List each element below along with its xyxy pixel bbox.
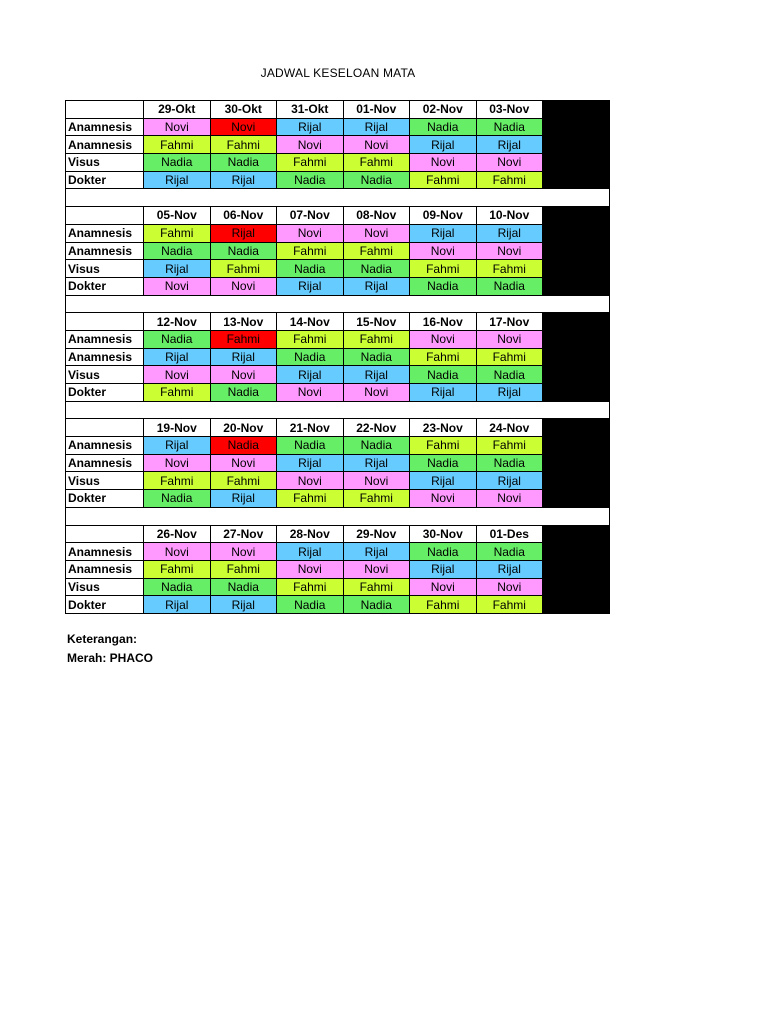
assignment-cell: Fahmi (410, 260, 477, 278)
assignment-cell: Rijal (343, 277, 410, 295)
notes-heading: Keterangan: (67, 632, 138, 646)
table-row (66, 596, 610, 614)
assignment-cell: Nadia (144, 330, 211, 348)
assignment-cell: Nadia (277, 596, 344, 614)
assignment-cell: Nadia (410, 277, 477, 295)
week-separator (66, 189, 610, 207)
assignment-cell: Fahmi (210, 560, 277, 578)
date-header: 13-Nov (210, 313, 277, 331)
assignment-cell: Fahmi (210, 472, 277, 490)
assignment-cell: Fahmi (277, 154, 344, 172)
assignment-cell: Rijal (144, 260, 211, 278)
table-row (66, 118, 610, 136)
date-header: 28-Nov (277, 525, 344, 543)
assignment-cell: Nadia (210, 154, 277, 172)
week-separator (66, 507, 610, 525)
corner-cell (66, 419, 144, 437)
assignment-cell: Nadia (277, 260, 344, 278)
role-label: Anamnesis (66, 242, 144, 260)
table-row (66, 260, 610, 278)
separator-cell (66, 295, 610, 313)
assignment-cell: Novi (210, 277, 277, 295)
assignment-cell: Fahmi (210, 260, 277, 278)
assignment-cell: Rijal (410, 224, 477, 242)
assignment-cell: Nadia (343, 260, 410, 278)
role-label: Anamnesis (66, 118, 144, 136)
assignment-cell: Rijal (144, 437, 211, 455)
assignment-cell: Rijal (277, 454, 344, 472)
role-label: Anamnesis (66, 224, 144, 242)
date-header: 29-Nov (343, 525, 410, 543)
role-label: Dokter (66, 490, 144, 508)
separator-cell (66, 189, 610, 207)
assignment-cell: Nadia (210, 384, 277, 402)
date-header: 30-Nov (410, 525, 477, 543)
date-header: 23-Nov (410, 419, 477, 437)
table-row (66, 154, 610, 172)
table-row (66, 136, 610, 154)
assignment-cell: Nadia (410, 543, 477, 561)
assignment-cell: Novi (277, 136, 344, 154)
assignment-cell: Fahmi (343, 330, 410, 348)
assignment-cell: Rijal (277, 366, 344, 384)
blocked-column (543, 313, 610, 401)
assignment-cell: Fahmi (476, 260, 543, 278)
assignment-cell: Nadia (410, 366, 477, 384)
date-header: 10-Nov (476, 207, 543, 225)
corner-cell (66, 101, 144, 119)
assignment-cell: Fahmi (277, 330, 344, 348)
role-label: Anamnesis (66, 454, 144, 472)
role-label: Visus (66, 260, 144, 278)
assignment-cell: Fahmi (476, 171, 543, 189)
assignment-cell: Fahmi (144, 136, 211, 154)
corner-cell (66, 313, 144, 331)
date-header: 12-Nov (144, 313, 211, 331)
assignment-cell: Novi (476, 578, 543, 596)
date-header: 01-Des (476, 525, 543, 543)
assignment-cell: Rijal (410, 136, 477, 154)
date-header: 22-Nov (343, 419, 410, 437)
assignment-cell: Fahmi (343, 490, 410, 508)
assignment-cell: Nadia (476, 543, 543, 561)
assignment-cell: Nadia (277, 348, 344, 366)
date-header: 17-Nov (476, 313, 543, 331)
assignment-cell: Nadia (343, 437, 410, 455)
assignment-cell: Novi (410, 490, 477, 508)
assignment-cell: Rijal (476, 136, 543, 154)
date-header-row (66, 313, 610, 331)
assignment-cell: Fahmi (144, 560, 211, 578)
assignment-cell: Novi (476, 330, 543, 348)
assignment-cell: Nadia (144, 242, 211, 260)
assignment-cell: Nadia (476, 277, 543, 295)
assignment-cell: Rijal (476, 560, 543, 578)
assignment-cell: Novi (410, 154, 477, 172)
role-label: Anamnesis (66, 437, 144, 455)
date-header: 31-Okt (277, 101, 344, 119)
assignment-cell: Fahmi (277, 578, 344, 596)
page-title: JADWAL KESELOAN MATA (260, 66, 416, 80)
assignment-cell: Rijal (410, 472, 477, 490)
assignment-cell: Novi (210, 543, 277, 561)
role-label: Visus (66, 472, 144, 490)
table-row (66, 578, 610, 596)
date-header-row (66, 525, 610, 543)
date-header: 06-Nov (210, 207, 277, 225)
assignment-cell: Novi (277, 384, 344, 402)
assignment-cell: Rijal (144, 171, 211, 189)
assignment-cell: Rijal (144, 596, 211, 614)
table-row (66, 348, 610, 366)
separator-cell (66, 401, 610, 419)
date-header: 05-Nov (144, 207, 211, 225)
assignment-cell: Fahmi (410, 596, 477, 614)
role-label: Anamnesis (66, 560, 144, 578)
assignment-cell: Novi (410, 578, 477, 596)
assignment-cell: Nadia (410, 454, 477, 472)
date-header: 08-Nov (343, 207, 410, 225)
role-label: Dokter (66, 277, 144, 295)
assignment-cell: Novi (343, 560, 410, 578)
role-label: Visus (66, 366, 144, 384)
assignment-cell: Nadia (476, 366, 543, 384)
blocked-column (543, 101, 610, 189)
date-header: 09-Nov (410, 207, 477, 225)
assignment-cell: Novi (476, 242, 543, 260)
date-header: 27-Nov (210, 525, 277, 543)
date-header: 07-Nov (277, 207, 344, 225)
table-row (66, 171, 610, 189)
table-row (66, 384, 610, 402)
assignment-cell: Fahmi (410, 348, 477, 366)
table-row (66, 490, 610, 508)
assignment-cell: Fahmi (410, 171, 477, 189)
date-header-row (66, 101, 610, 119)
assignment-cell: Nadia (343, 596, 410, 614)
assignment-cell: Rijal (210, 224, 277, 242)
assignment-cell: Fahmi (210, 136, 277, 154)
assignment-cell: Novi (343, 136, 410, 154)
assignment-cell: Nadia (210, 437, 277, 455)
assignment-cell: Rijal (476, 224, 543, 242)
role-label: Anamnesis (66, 543, 144, 561)
date-header: 14-Nov (277, 313, 344, 331)
assignment-cell: Rijal (343, 118, 410, 136)
date-header: 02-Nov (410, 101, 477, 119)
separator-cell (66, 507, 610, 525)
table-row (66, 242, 610, 260)
assignment-cell: Rijal (410, 560, 477, 578)
date-header: 01-Nov (343, 101, 410, 119)
assignment-cell: Novi (343, 472, 410, 490)
assignment-cell: Fahmi (476, 596, 543, 614)
role-label: Dokter (66, 171, 144, 189)
assignment-cell: Novi (277, 224, 344, 242)
assignment-cell: Rijal (343, 543, 410, 561)
assignment-cell: Nadia (476, 118, 543, 136)
assignment-cell: Novi (277, 560, 344, 578)
date-header-row (66, 207, 610, 225)
assignment-cell: Fahmi (476, 348, 543, 366)
assignment-cell: Fahmi (277, 242, 344, 260)
table-row (66, 437, 610, 455)
assignment-cell: Novi (210, 454, 277, 472)
assignment-cell: Fahmi (343, 242, 410, 260)
table-row (66, 472, 610, 490)
table-row (66, 224, 610, 242)
assignment-cell: Rijal (476, 472, 543, 490)
assignment-cell: Fahmi (144, 472, 211, 490)
assignment-cell: Novi (343, 384, 410, 402)
week-separator (66, 295, 610, 313)
assignment-cell: Novi (144, 543, 211, 561)
date-header: 30-Okt (210, 101, 277, 119)
assignment-cell: Novi (144, 118, 211, 136)
assignment-cell: Nadia (410, 118, 477, 136)
legend-phaco: Merah: PHACO (67, 651, 154, 665)
assignment-cell: Rijal (210, 490, 277, 508)
assignment-cell: Nadia (476, 454, 543, 472)
assignment-cell: Nadia (277, 437, 344, 455)
assignment-cell: Novi (210, 118, 277, 136)
assignment-cell: Rijal (277, 118, 344, 136)
assignment-cell: Nadia (144, 578, 211, 596)
assignment-cell: Novi (144, 277, 211, 295)
assignment-cell: Rijal (476, 384, 543, 402)
date-header: 26-Nov (144, 525, 211, 543)
assignment-cell: Novi (210, 366, 277, 384)
assignment-cell: Novi (476, 490, 543, 508)
date-header: 15-Nov (343, 313, 410, 331)
date-header: 21-Nov (277, 419, 344, 437)
date-header: 03-Nov (476, 101, 543, 119)
table-row (66, 277, 610, 295)
assignment-cell: Fahmi (343, 578, 410, 596)
assignment-cell: Rijal (210, 348, 277, 366)
schedule-table (65, 100, 610, 614)
assignment-cell: Novi (410, 242, 477, 260)
date-header-row (66, 419, 610, 437)
role-label: Anamnesis (66, 136, 144, 154)
week-separator (66, 401, 610, 419)
role-label: Anamnesis (66, 330, 144, 348)
table-row (66, 454, 610, 472)
assignment-cell: Rijal (144, 348, 211, 366)
assignment-cell: Nadia (343, 171, 410, 189)
assignment-cell: Nadia (210, 242, 277, 260)
blocked-column (543, 207, 610, 295)
assignment-cell: Nadia (144, 490, 211, 508)
date-header: 20-Nov (210, 419, 277, 437)
assignment-cell: Fahmi (476, 437, 543, 455)
assignment-cell: Novi (144, 454, 211, 472)
table-row (66, 366, 610, 384)
assignment-cell: Nadia (277, 171, 344, 189)
assignment-cell: Nadia (210, 578, 277, 596)
date-header: 29-Okt (144, 101, 211, 119)
assignment-cell: Rijal (343, 366, 410, 384)
assignment-cell: Rijal (277, 277, 344, 295)
corner-cell (66, 525, 144, 543)
assignment-cell: Novi (144, 366, 211, 384)
assignment-cell: Fahmi (144, 224, 211, 242)
corner-cell (66, 207, 144, 225)
assignment-cell: Novi (476, 154, 543, 172)
blocked-column (543, 525, 610, 613)
role-label: Dokter (66, 384, 144, 402)
role-label: Visus (66, 154, 144, 172)
assignment-cell: Rijal (410, 384, 477, 402)
assignment-cell: Rijal (343, 454, 410, 472)
blocked-column (543, 419, 610, 507)
assignment-cell: Novi (410, 330, 477, 348)
table-row (66, 543, 610, 561)
assignment-cell: Rijal (277, 543, 344, 561)
assignment-cell: Fahmi (210, 330, 277, 348)
role-label: Visus (66, 578, 144, 596)
assignment-cell: Fahmi (277, 490, 344, 508)
table-row (66, 330, 610, 348)
assignment-cell: Fahmi (144, 384, 211, 402)
assignment-cell: Nadia (144, 154, 211, 172)
assignment-cell: Fahmi (343, 154, 410, 172)
assignment-cell: Rijal (210, 596, 277, 614)
assignment-cell: Rijal (210, 171, 277, 189)
assignment-cell: Novi (277, 472, 344, 490)
date-header: 19-Nov (144, 419, 211, 437)
table-row (66, 560, 610, 578)
notes (67, 630, 153, 668)
assignment-cell: Fahmi (410, 437, 477, 455)
date-header: 24-Nov (476, 419, 543, 437)
role-label: Dokter (66, 596, 144, 614)
assignment-cell: Novi (343, 224, 410, 242)
assignment-cell: Nadia (343, 348, 410, 366)
role-label: Anamnesis (66, 348, 144, 366)
date-header: 16-Nov (410, 313, 477, 331)
